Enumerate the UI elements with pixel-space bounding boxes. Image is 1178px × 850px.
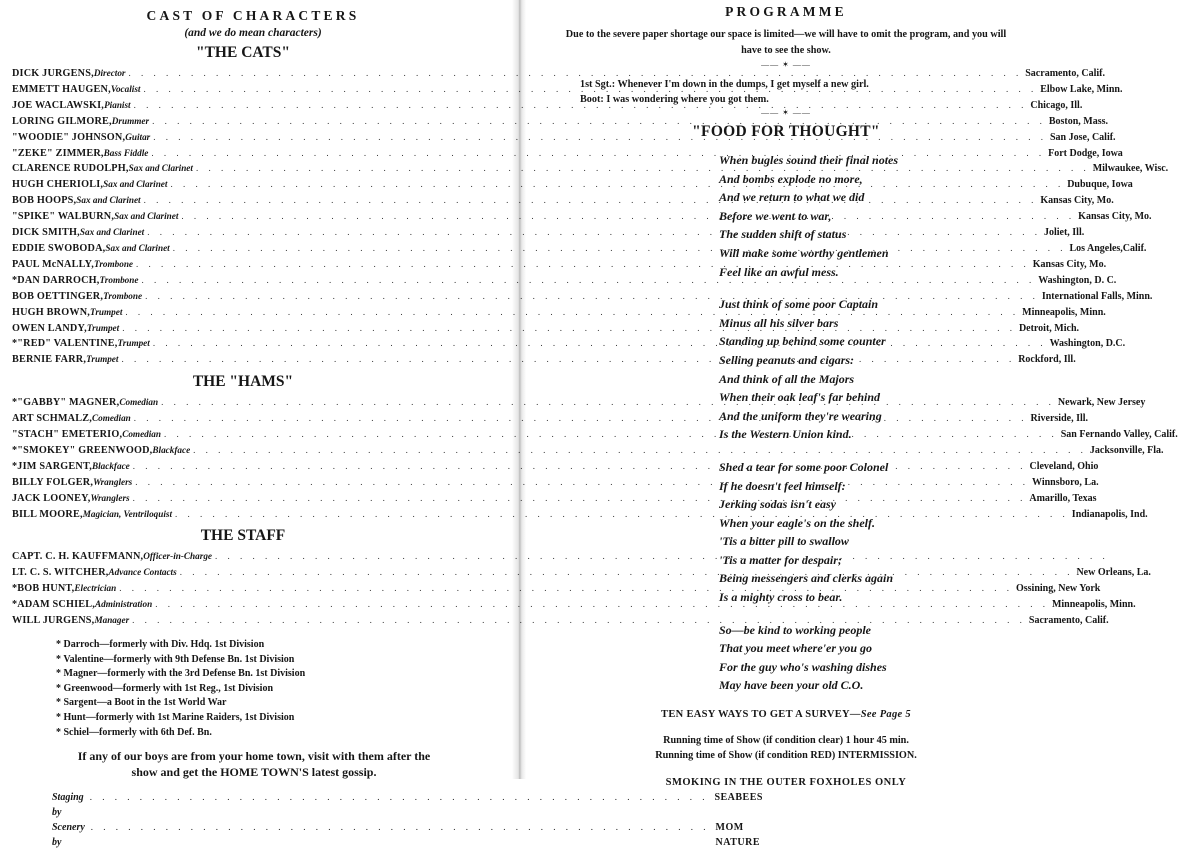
cast-hometown: Fort Dodge, Iowa	[1048, 147, 1123, 159]
poem-line: Is the Western Union kind.	[719, 427, 852, 442]
poem-line: And we return to what we did	[719, 190, 865, 205]
cast-name: "SPIKE" WALBURN,	[12, 211, 115, 223]
cast-name: DICK JURGENS,	[12, 68, 94, 79]
cast-hometown: New Orleans, La.	[1076, 567, 1151, 579]
cast-hometown: Chicago, Ill.	[1030, 99, 1083, 111]
cast-hometown: Jacksonville, Fla.	[1089, 444, 1164, 456]
cast-name: "STACH" EMETERIO,	[12, 429, 123, 441]
cast-role: Electrician	[74, 583, 117, 594]
cast-name: EDDIE SWOBODA,	[12, 242, 106, 254]
cast-hometown: Amarillo, Texas	[1029, 492, 1097, 504]
poem-line: 'Tis a matter for despair;	[719, 552, 842, 567]
programme-note: Due to the severe paper shortage our space is limited—we will have to omit the program, and you will have to see the show.	[565, 29, 1007, 56]
poem-stanza	[719, 151, 1008, 281]
credit-value: MOM NATURE	[715, 822, 761, 849]
poem-stanza	[719, 295, 1008, 444]
cast-name: *"GABBY" MAGNER,	[12, 397, 120, 409]
cast-name: PAUL McNALLY,	[12, 258, 95, 270]
poem-line: Before we went to war,	[719, 208, 832, 223]
cast-name: *"RED" VALENTINE,	[12, 338, 118, 350]
poem	[564, 151, 1008, 695]
running-time-red: Running time of Show (if condition RED) INTERMISSION.	[655, 749, 917, 761]
cast-role: Trombone	[94, 258, 134, 269]
cast-role: Director	[93, 68, 126, 78]
cast-hometown: Detroit, Mich.	[1018, 322, 1080, 334]
credit-value: SEABEES	[714, 792, 763, 804]
cast-role: Trumpet	[117, 338, 150, 349]
footnote: * Darroch—formerly with Div. Hdq. 1st Division	[56, 639, 265, 650]
cast-hometown: Kansas City, Mo.	[1032, 258, 1107, 270]
poem-line: When their oak leaf's far behind	[719, 390, 881, 405]
cast-name: JACK LOONEY,	[12, 492, 91, 504]
cats-heading: "THE CATS"	[195, 44, 290, 61]
staff-heading: THE STAFF	[200, 527, 286, 545]
poem-line: Shed a tear for some poor Colonel	[719, 459, 889, 474]
cast-hometown: Elbow Lake, Minn.	[1040, 83, 1123, 95]
poem-line: Standing up behind some counter	[719, 334, 886, 349]
cast-role: Blackface	[152, 444, 191, 455]
cast-name: ART SCHMALZ,	[12, 413, 92, 425]
cast-role: Comedian	[119, 397, 159, 408]
cast-role: Bass Fiddle	[103, 147, 149, 158]
cast-role: Drummer	[111, 115, 150, 126]
poem-line: And think of all the Majors	[719, 371, 855, 386]
cast-row	[12, 161, 1169, 177]
poem-line: And bombs explode no more,	[719, 171, 863, 186]
cast-hometown: Milwaukee, Wisc.	[1092, 163, 1169, 175]
credit-label: Staging by	[52, 792, 84, 819]
cast-role: Vocalist	[110, 83, 141, 94]
credit-label: Scenery by	[52, 822, 85, 849]
cast-role: Officer-in-Charge	[143, 551, 212, 562]
cast-role: Trumpet	[86, 354, 119, 365]
poem-line: Feel like an awful mess.	[719, 264, 839, 279]
cast-name: *BOB HUNT,	[12, 583, 75, 595]
cast-hometown: Los Angeles,Calif.	[1069, 242, 1147, 254]
cast-hometown: Newark, New Jersey	[1057, 397, 1146, 409]
poem-line: Being messengers and clerks again	[719, 571, 894, 586]
cast-row	[12, 443, 1164, 459]
cast-role: Trombone	[99, 274, 139, 285]
cast-hometown: Winnsboro, La.	[1032, 476, 1099, 488]
smoking-notice: SMOKING IN THE OUTER FOXHOLES ONLY	[665, 777, 907, 789]
cast-hometown: San Fernando Valley, Calif.	[1060, 429, 1178, 441]
cast-row	[12, 581, 1101, 597]
cast-row	[12, 114, 1109, 130]
cast-name: *DAN DARROCH,	[12, 274, 100, 286]
cast-role: Wranglers	[93, 476, 133, 487]
cast-name: JOE WACLAWSKI,	[12, 99, 105, 111]
cast-subtitle: (and we do mean characters)	[184, 27, 322, 39]
cast-hometown: Boston, Mass.	[1048, 115, 1109, 127]
cast-title: CAST OF CHARACTERS	[146, 8, 360, 23]
cast-name: *"SMOKEY" GREENWOOD,	[12, 444, 153, 456]
poem-line: Minus all his silver bars	[719, 315, 839, 330]
cast-hometown: Ossining, New York	[1016, 583, 1101, 595]
cast-hometown: Indianapolis, Ind.	[1071, 508, 1148, 520]
cast-name: EMMETT HAUGEN,	[12, 83, 111, 95]
cast-name: DICK SMITH,	[12, 227, 80, 239]
footnote: * Hunt—formerly with 1st Marine Raiders, 1st Division	[56, 711, 295, 723]
cast-role: Trumpet	[90, 306, 123, 317]
cast-hometown: San Jose, Calif.	[1050, 131, 1116, 143]
credit-row	[52, 820, 761, 850]
cast-name: *ADAM SCHIEL,	[12, 599, 95, 611]
right-page	[524, 0, 1024, 789]
cast-hometown: International Falls, Minn.	[1041, 290, 1153, 302]
closing-message: If any of our boys are from your home town, visit with them after the show and get the HOME TOWN'S latest gossip.	[77, 749, 431, 780]
footnote: * Valentine—formerly with 9th Defense Bn. 1st Division	[56, 653, 295, 665]
running-time-clear: Running time of Show (if condition clear) 1 hour 45 min.	[663, 735, 909, 747]
cast-role: Wranglers	[90, 492, 130, 503]
cast-row	[12, 549, 474, 565]
cast-hometown: Rockford, Ill.	[1018, 354, 1076, 366]
cast-row	[12, 273, 1117, 289]
cast-name: BOB OETTINGER,	[12, 290, 104, 302]
cast-name: *JIM SARGENT,	[12, 460, 92, 472]
poem-stanza	[719, 458, 1008, 607]
poem-line: 'Tis a bitter pill to swallow	[719, 534, 849, 549]
cast-role: Sax and Clarinet	[79, 227, 145, 238]
poem-line: That you meet where'er you go	[719, 641, 872, 656]
cast-name: HUGH CHERIOLI,	[12, 179, 104, 191]
cast-role: Manager	[94, 615, 130, 626]
poem-title: "FOOD FOR THOUGHT"	[692, 123, 880, 140]
cast-role: Guitar	[125, 131, 151, 142]
poem-line: When your eagle's on the shelf.	[719, 515, 876, 530]
cast-role: Trombone	[103, 290, 143, 301]
cast-hometown: Sacramento, Calif.	[1025, 68, 1105, 79]
cast-hometown: Kansas City, Mo.	[1040, 195, 1114, 207]
footnotes	[12, 638, 474, 740]
poem-stanza	[719, 621, 1008, 695]
survey-text: TEN EASY WAYS TO GET A SURVEY—	[661, 709, 861, 721]
cast-row	[12, 66, 1105, 82]
poem-line: When bugles sound their final notes	[719, 153, 899, 167]
ornament-divider: —— ✶ ——	[761, 60, 811, 69]
cast-hometown: Washington, D.C.	[1049, 338, 1126, 350]
dialogue-line: Boot: I was wondering where you got them.	[580, 94, 769, 105]
cast-hometown: Riverside, Ill.	[1030, 413, 1089, 425]
ornament-divider: —— ✶ ——	[761, 108, 811, 117]
poem-line: And the uniform they're wearing	[719, 408, 882, 423]
cast-role: Sax and Clarinet	[105, 242, 170, 253]
cast-hometown: Joliet, Ill.	[1043, 227, 1085, 239]
poem-line: So—be kind to working people	[719, 622, 872, 637]
cast-role: Sax and Clarinet	[76, 195, 141, 206]
poem-line: For the guy who's washing dishes	[719, 659, 887, 674]
cast-role: Sax and Clarinet	[114, 211, 179, 222]
poem-line: Jerking sodas isn't easy	[719, 497, 837, 512]
footnote: * Greenwood—formerly with 1st Reg., 1st Division	[56, 682, 274, 694]
cast-role: Magician, Ventriloquist	[82, 508, 173, 519]
cast-role: Trumpet	[86, 322, 120, 333]
cast-row	[12, 305, 1106, 321]
running-time	[564, 734, 1008, 763]
programme-title: PROGRAMME	[725, 4, 847, 19]
cast-role: Administration	[94, 599, 153, 610]
cast-hometown: Minneapolis, Minn.	[1051, 599, 1136, 611]
dialogue-line: 1st Sgt.: Whenever I'm down in the dumps, I get myself a new girl.	[580, 79, 869, 90]
leader-dots	[91, 820, 710, 835]
cast-name: BOB HOOPS,	[12, 195, 77, 207]
poem-line: May have been your old C.O.	[719, 678, 864, 693]
footnote: * Sargent—a Boot in the 1st World War	[56, 697, 227, 709]
cast-name: CLARENCE RUDOLPH,	[12, 163, 129, 175]
hams-heading: THE "HAMS"	[192, 373, 294, 391]
cast-name: CAPT. C. H. KAUFFMANN,	[12, 551, 144, 563]
cast-name: BILL MOORE,	[12, 508, 83, 520]
poem-line: The sudden shift of status	[719, 227, 847, 242]
poem-line: Will make some worthy gentlemen	[719, 245, 889, 260]
credit-row	[52, 790, 763, 820]
cast-hometown: Kansas City, Mo.	[1078, 211, 1152, 223]
footnote: * Schiel—formerly with 6th Def. Bn.	[56, 726, 212, 738]
cast-role: Sax and Clarinet	[103, 179, 168, 190]
poem-line: If he doesn't feel himself:	[719, 478, 846, 493]
credits	[12, 790, 763, 850]
cast-name: LORING GILMORE,	[12, 115, 112, 127]
survey-line	[564, 709, 1008, 720]
survey-page-ref: See Page 5	[860, 709, 911, 721]
cast-role: Advance Contacts	[108, 567, 177, 578]
poem-line: Just think of some poor Captain	[719, 297, 879, 312]
leader-dots	[90, 790, 709, 805]
cast-hometown: Sacramento, Calif.	[1028, 615, 1109, 627]
cast-name: "WOODIE" JOHNSON,	[12, 131, 126, 143]
cast-hometown: Dubuque, Iowa	[1067, 179, 1133, 191]
cast-role: Sax and Clarinet	[128, 163, 193, 174]
footnote: * Magner—formerly with the 3rd Defense Bn. 1st Division	[56, 668, 306, 680]
cast-name: HUGH BROWN,	[12, 306, 91, 318]
cast-name: BERNIE FARR,	[12, 354, 87, 366]
cast-name: WILL JURGENS,	[12, 615, 95, 627]
cast-name: "ZEKE" ZIMMER,	[12, 147, 104, 159]
cast-row	[12, 613, 1109, 629]
cast-hometown: Washington, D. C.	[1038, 274, 1117, 286]
cast-role: Comedian	[122, 429, 161, 440]
cast-name: OWEN LANDY,	[12, 322, 87, 334]
cast-role: Pianist	[104, 99, 131, 110]
cast-role: Blackface	[91, 460, 130, 471]
poem-line: Selling peanuts and cigars:	[719, 352, 855, 367]
cast-role: Comedian	[91, 413, 131, 424]
cast-name: BILLY FOLGER,	[12, 476, 94, 488]
poem-line: Is a mighty cross to bear.	[719, 590, 843, 605]
cast-name: LT. C. S. WITCHER,	[12, 567, 109, 579]
cast-hometown: Cleveland, Ohio	[1029, 460, 1099, 472]
cast-hometown: Minneapolis, Minn.	[1022, 306, 1106, 318]
